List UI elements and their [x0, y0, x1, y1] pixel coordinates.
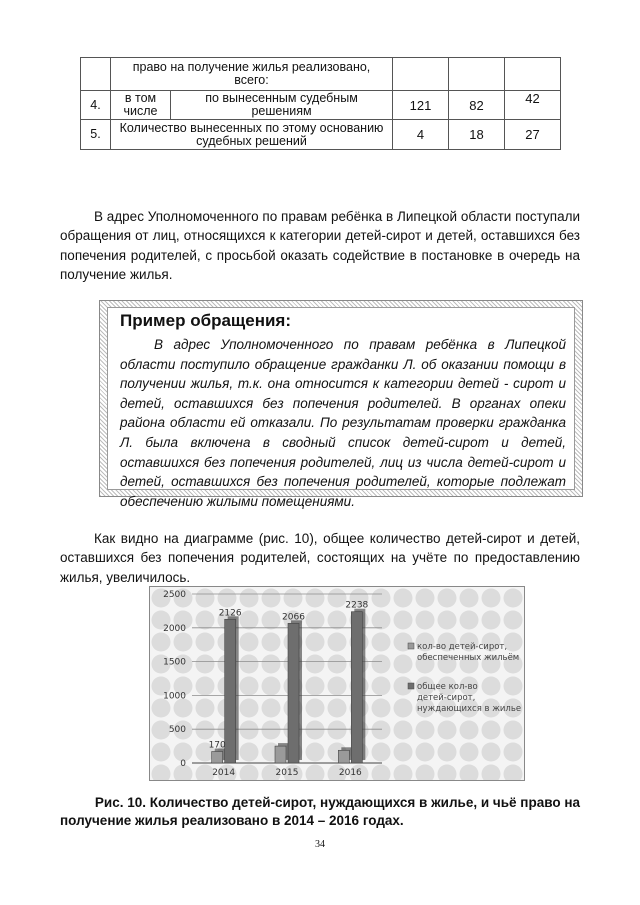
legend-label-line: нуждающихся в жилье — [417, 704, 522, 714]
row-number: 5. — [81, 120, 111, 150]
bar — [275, 746, 286, 763]
caption-line-1: Рис. 10. Количество детей-сирот, нуждающихся в жилье, и чьё право на — [94, 795, 580, 810]
row-description: по вынесенным судебным решениям — [171, 91, 393, 120]
bar — [351, 612, 362, 763]
bar — [338, 750, 349, 763]
legend-label-line: общее кол-во — [417, 682, 478, 692]
value-2016 — [505, 58, 561, 91]
table-row — [81, 91, 561, 120]
paragraph-appeals: В адрес Уполномоченного по правам ребёнка в Липецкой области поступали обращения от лиц, относящихся к категории детей-сирот и детей, оставшихся без попечения родителей, с просьбой оказать содействие в постановке в очередь на получение жилья. — [60, 209, 580, 283]
value-2015 — [449, 58, 505, 91]
data-label: 2066 — [282, 612, 305, 623]
row-description: Количество вынесенных по этому основанию судебных решений — [111, 120, 393, 150]
data-label: 2126 — [218, 608, 242, 619]
legend-label-line: кол-во детей-сирот, — [417, 642, 508, 652]
y-tick-label: 2000 — [163, 623, 186, 634]
x-tick-label: 2014 — [212, 768, 236, 778]
row-number — [81, 58, 111, 91]
row-number: 4. — [81, 91, 111, 120]
legend-label-line: детей-сирот, — [417, 693, 476, 703]
y-tick-label: 1500 — [163, 657, 186, 668]
bar — [225, 619, 236, 763]
value-2016: 42 — [505, 91, 561, 120]
y-tick-label: 500 — [168, 725, 186, 736]
example-text: В адрес Уполномоченного по правам ребёнка в Липецкой области поступило обращение гражданки Л. об оказании помощи в получении жилья, т.к. она относится к категории детей - сирот и детей, оставшихся без попечения родителей. В органах опеки района области ей отказали. По результатам проверки гражданка Л. была включена в сводный список детей-сирот и детей, оставшихся без попечения родителей, лиц из числа детей-сирот и детей, оставшихся без попечения родителей, которые подлежат обеспечению жилыми помещениями. — [120, 337, 566, 509]
x-tick-label: 2015 — [275, 768, 299, 778]
value-2014: 121 — [393, 91, 449, 120]
table-row — [81, 120, 561, 150]
legend-label — [417, 642, 519, 663]
chart-svg — [150, 587, 524, 780]
caption-line-2: получение жилья реализовано в 2014 – 2016 годах. — [60, 813, 404, 828]
example-title: Пример обращения: — [120, 311, 292, 330]
legend-label-line: обеспеченных жильём — [417, 653, 520, 663]
legend-swatch — [408, 683, 414, 689]
y-tick-label: 1000 — [163, 691, 186, 702]
x-tick-label: 2016 — [338, 768, 362, 778]
value-2014: 4 — [393, 120, 449, 150]
value-2014 — [393, 58, 449, 91]
example-box — [99, 300, 583, 509]
example-box-inner — [107, 307, 575, 509]
bar-chart — [149, 586, 525, 781]
y-tick-label: 0 — [180, 759, 186, 769]
y-tick-label: 2500 — [163, 590, 186, 600]
bar — [288, 623, 299, 763]
row-subcategory: в том числе — [111, 91, 171, 120]
page-number: 34 — [315, 839, 325, 850]
paragraph-diagram: Как видно на диаграмме (рис. 10), общее количество детей-сирот и детей, оставшихся без попечения родителей, состоящих на учёте по предоставлению жилья, увеличилось. — [60, 531, 580, 585]
value-2015: 18 — [449, 120, 505, 150]
legend-swatch — [408, 643, 414, 649]
data-label: 2238 — [345, 600, 369, 611]
bar — [212, 752, 223, 763]
value-2015: 82 — [449, 91, 505, 120]
statistics-table — [80, 57, 561, 150]
data-label: 170 — [208, 740, 226, 751]
table-row — [81, 58, 561, 91]
figure-caption — [60, 794, 580, 830]
row-description: право на получение жилья реализовано, всего: — [111, 58, 393, 91]
value-2016: 27 — [505, 120, 561, 150]
